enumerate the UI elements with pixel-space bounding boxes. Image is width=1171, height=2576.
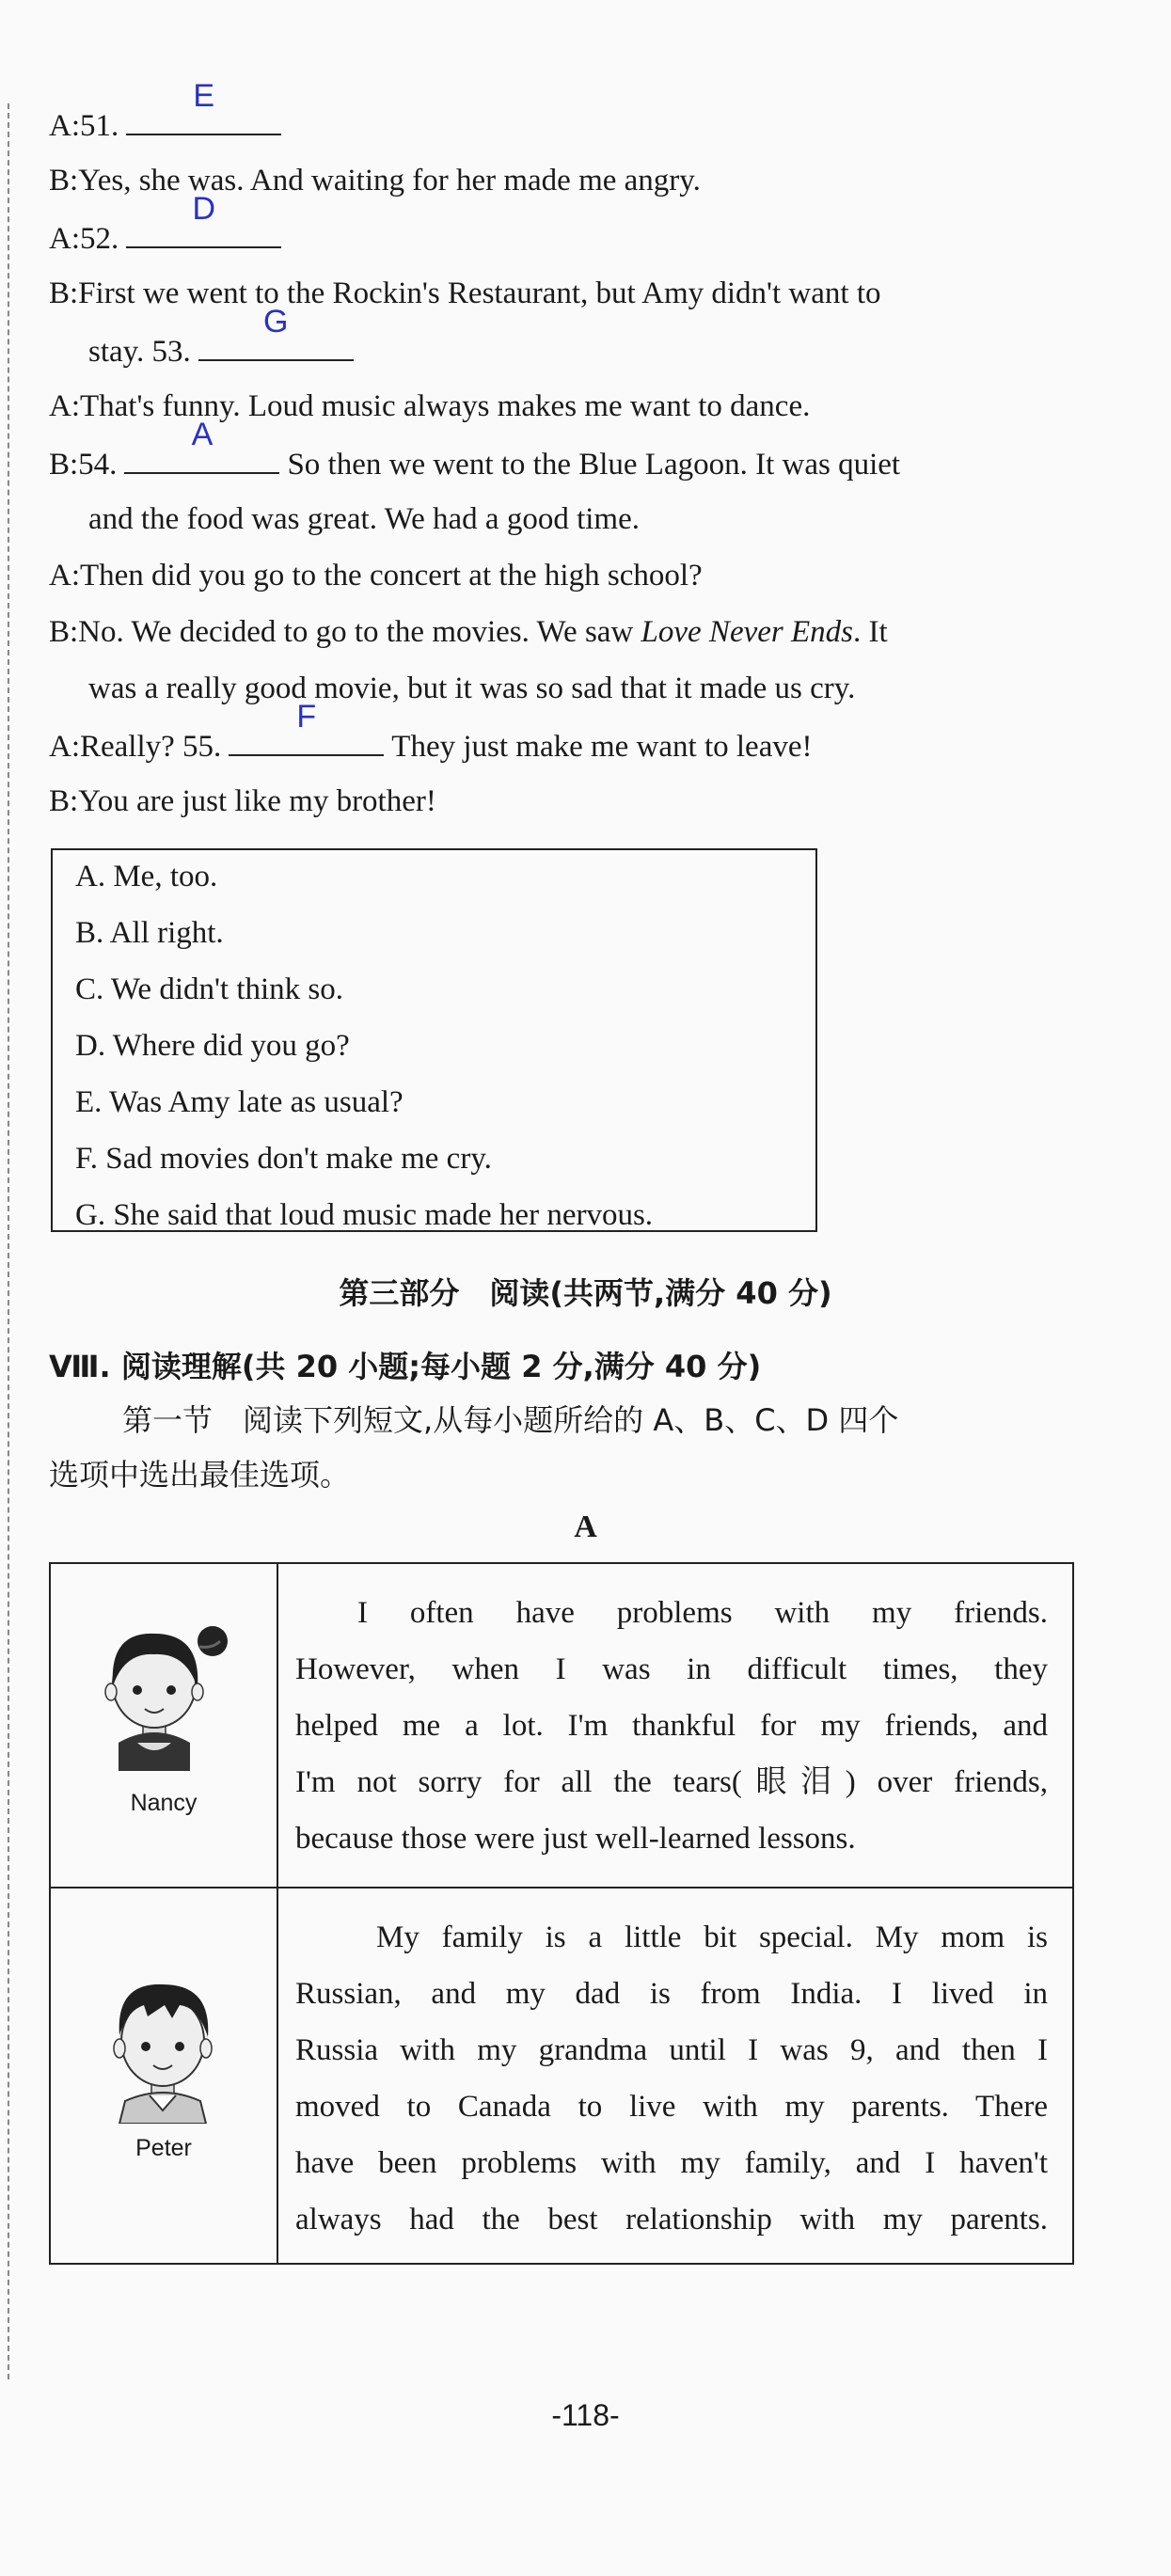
answer-51: E — [193, 78, 215, 114]
nancy-caption: Nancy — [130, 1790, 198, 1816]
dialogue-line-52: A:52. D — [49, 218, 281, 258]
para-line: because those were just well-learned lessons. — [295, 1822, 856, 1856]
binding-margin-line — [8, 103, 9, 2379]
answer-blank-54[interactable] — [124, 417, 279, 474]
dialogue-line: was a really good movie, but it was so sad that it made us cry. — [88, 672, 856, 705]
part-title: 第三部分 阅读(共两节,满分 40 分) — [339, 1275, 832, 1311]
dialogue-line-55: A:Really? 55. F They just make me want to leave! — [49, 699, 813, 764]
peter-portrait-icon — [93, 1964, 234, 2124]
instruction-line-1: 第一节 阅读下列短文,从每小题所给的 A、B、C、D 四个 — [122, 1402, 899, 1438]
dialogue-line: B:You are just like my brother! — [49, 784, 436, 818]
option-g: G. She said that loud music made her nervous. — [75, 1198, 654, 1232]
instruction-line-2: 选项中选出最佳选项。 — [49, 1457, 351, 1493]
para-line: Russia with my grandma until I was 9, and then I — [295, 2033, 1048, 2067]
option-b: B. All right. — [75, 916, 224, 950]
peter-caption: Peter — [135, 2135, 192, 2161]
nancy-paragraph — [295, 1585, 1048, 1867]
answer-blank-51[interactable] — [126, 78, 281, 135]
page-number: -118- — [551, 2398, 620, 2432]
dialogue-line: A:That's funny. Loud music always makes me want to dance. — [49, 389, 811, 423]
option-c: C. We didn't think so. — [75, 972, 344, 1006]
dialogue-line: B:No. We decided to go to the movies. We saw Love Never Ends. It — [49, 615, 888, 649]
answer-52: D — [192, 191, 216, 227]
para-line: I often have problems with my friends. — [357, 1596, 1048, 1630]
para-line: Russian, and my dad is from India. I lived in — [295, 1977, 1048, 2011]
answer-54: A — [191, 417, 214, 452]
dialogue-line: B:First we went to the Rockin's Restaurant, but Amy didn't want to — [49, 277, 881, 310]
answer-55: F — [296, 699, 317, 735]
dialogue-line-51: A:51. E — [49, 105, 281, 145]
peter-text-cell — [277, 1888, 1073, 2264]
peter-paragraph — [295, 1909, 1048, 2248]
option-a: A. Me, too. — [75, 860, 218, 893]
nancy-portrait-icon — [88, 1611, 239, 1771]
nancy-cell — [50, 1563, 277, 1888]
answer-blank-52[interactable] — [126, 191, 281, 248]
answer-blank-53[interactable] — [198, 304, 354, 361]
dialogue-line-54: B:54. A So then we went to the Blue Lagoon. It was quiet — [49, 417, 901, 482]
section-title: Ⅷ. 阅读理解(共 20 小题;每小题 2 分,满分 40 分) — [49, 1349, 762, 1384]
option-d: D. Where did you go? — [75, 1029, 350, 1063]
para-line: My family is a little bit special. My mom is — [376, 1920, 1048, 1954]
para-line: always had the best relationship with my parents. — [295, 2203, 1048, 2236]
options-box — [51, 848, 817, 1232]
dialogue-line-53: stay. 53. G — [88, 331, 354, 371]
para-line: helped me a lot. I'm thankful for my friends, and — [295, 1709, 1048, 1743]
nancy-text-cell — [277, 1563, 1073, 1888]
answer-53: G — [263, 304, 289, 340]
option-f: F. Sad movies don't make me cry. — [75, 1142, 492, 1176]
dialogue-line: and the food was great. We had a good time. — [88, 502, 640, 536]
people-table — [49, 1562, 1074, 2265]
option-e: E. Was Amy late as usual? — [75, 1085, 404, 1119]
para-line: have been problems with my family, and I haven't — [295, 2146, 1048, 2180]
movie-title: Love Never Ends — [641, 615, 853, 649]
passage-label: A — [574, 1509, 597, 1544]
dialogue-line: B:Yes, she was. And waiting for her made me angry. — [49, 164, 701, 198]
peter-cell — [50, 1888, 277, 2264]
para-line: However, when I was in difficult times, they — [295, 1652, 1048, 1686]
para-line: moved to Canada to live with my parents. There — [295, 2090, 1048, 2124]
dialogue-line: A:Then did you go to the concert at the high school? — [49, 559, 703, 593]
para-line: I'm not sorry for all the tears(眼泪) over friends, — [295, 1765, 1048, 1799]
answer-blank-55[interactable] — [229, 699, 384, 756]
